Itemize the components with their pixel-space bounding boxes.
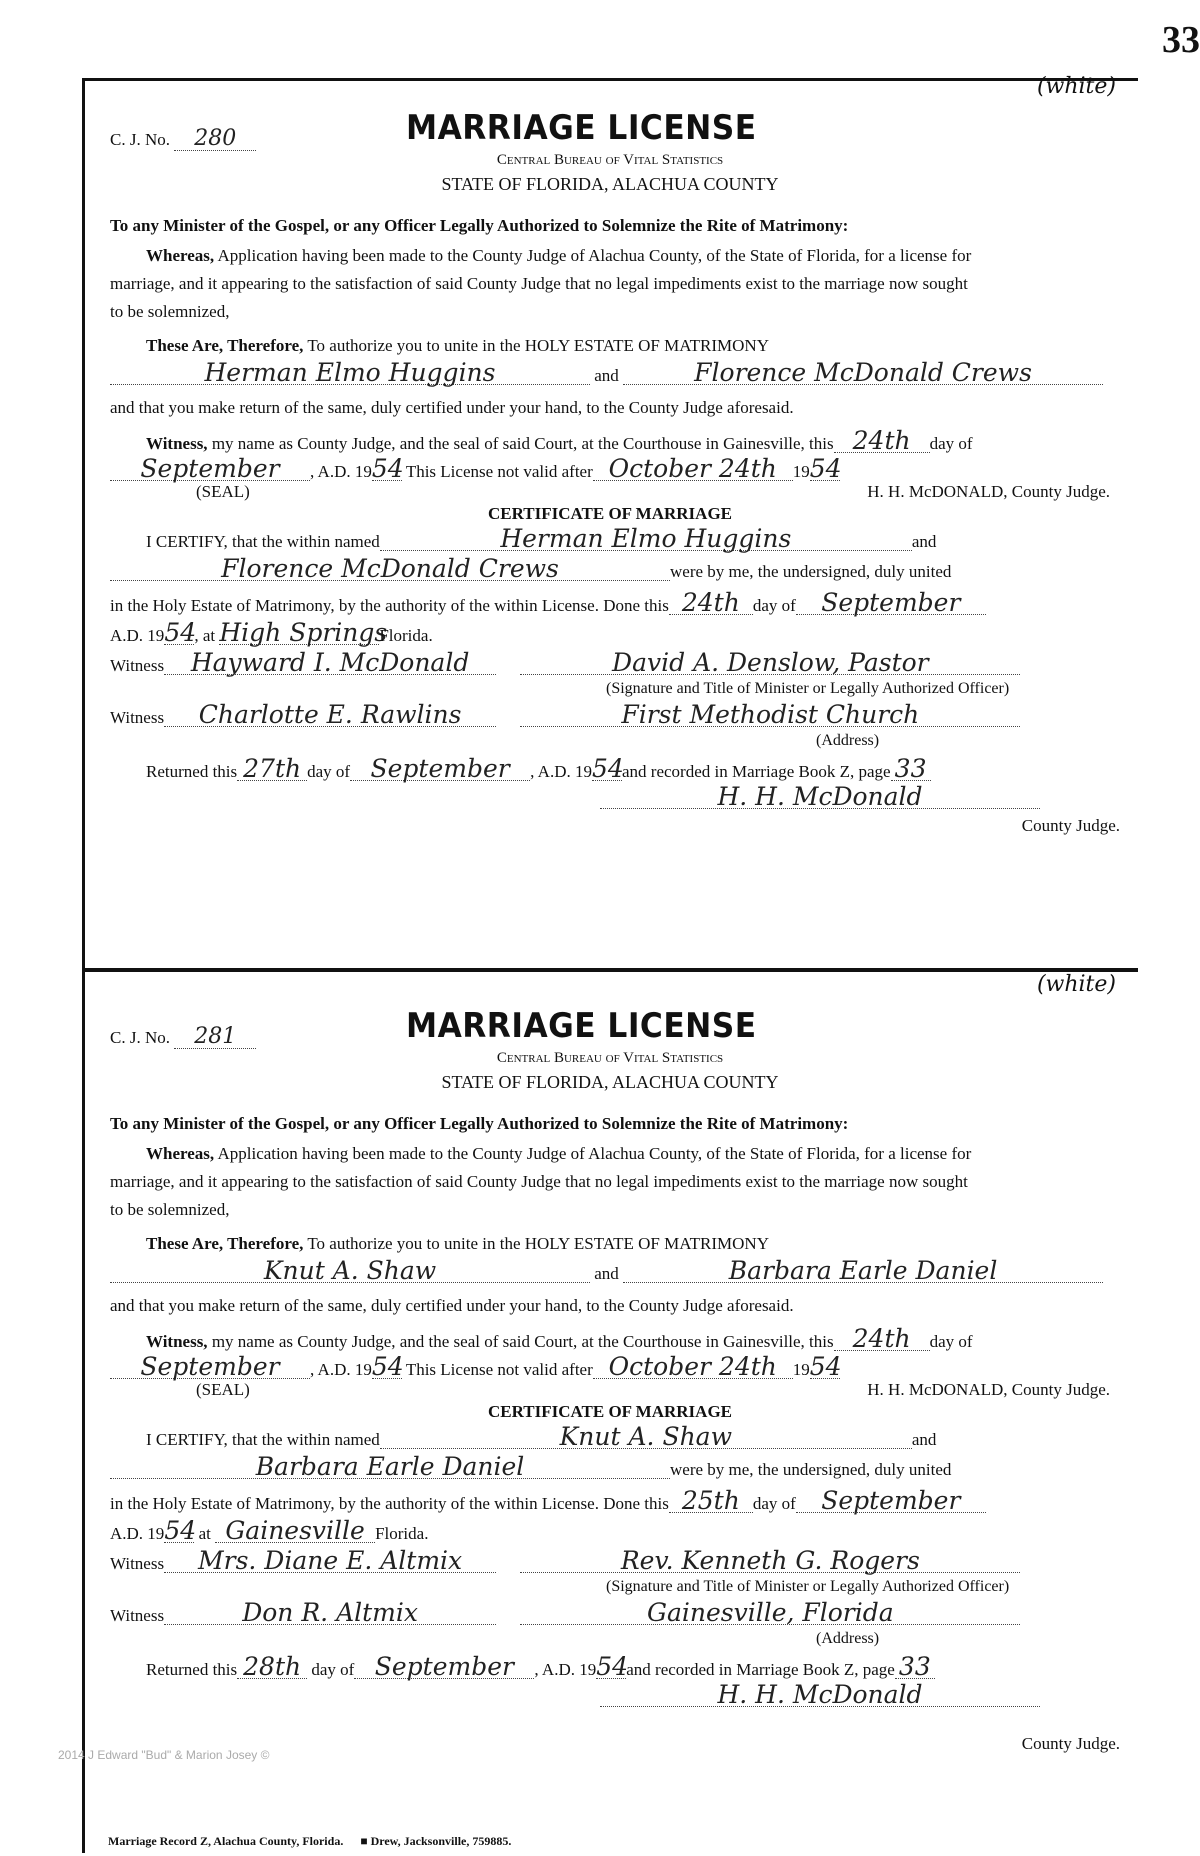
done-day: 25th <box>669 1490 753 1513</box>
bride-name: Barbara Earle Daniel <box>623 1260 1103 1283</box>
issue-month: September <box>110 458 310 481</box>
officiant-address: First Methodist Church <box>520 704 1020 727</box>
couple-line: Herman Elmo Huggins and Florence McDonald Crews <box>110 362 1110 386</box>
judge-title: H. H. McDONALD, County Judge. <box>867 1380 1110 1399</box>
judge-title: H. H. McDONALD, County Judge. <box>867 482 1110 501</box>
issue-year: 54 <box>371 1352 404 1381</box>
place-line: A.D. 1954 at Gainesville Florida. <box>110 1516 429 1545</box>
expiry-date: October 24th <box>593 458 793 481</box>
whereas-line-2: marriage, and it appearing to the satisfaction of said County Judge that no legal impediments exist to the marriage now sought <box>110 274 968 293</box>
race-note: (white) <box>1036 74 1116 99</box>
cert-bride-line: Barbara Earle Daniel were by me, the undersigned, duly united <box>110 1456 1110 1480</box>
witness1-line: Witness Hayward I. McDonald David A. Denslow, Pastor <box>110 652 1110 676</box>
return-line: and that you make return of the same, duly certified under your hand, to the County Judge aforesaid. <box>110 1296 794 1315</box>
county-judge-caption: County Judge. <box>1021 1734 1120 1753</box>
license-title: MARRIAGE LICENSE <box>406 108 757 148</box>
judge-signature-line <box>600 1680 1110 1709</box>
salutation: To any Minister of the Gospel, or any Officer Legally Authorized to Solemnize the Rite of Matrimony: <box>110 216 849 235</box>
officiant: David A. Denslow, Pastor <box>520 652 1020 675</box>
authorize-line: These Are, Therefore, To authorize you to unite in the HOLY ESTATE OF MATRIMONY <box>146 1234 769 1253</box>
whereas-line-1: Whereas, Application having been made to the County Judge of Alachua County, of the State of Florida, for a license for <box>146 246 972 265</box>
cert-groom: Herman Elmo Huggins <box>380 528 912 551</box>
returned-day: 28th <box>237 1656 307 1679</box>
returned-line: Returned this 27th day of September , A.D. 1954and recorded in Marriage Book Z, page 33 <box>146 758 1110 782</box>
book-page: 33 <box>891 758 931 781</box>
done-day: 24th <box>669 592 753 615</box>
groom-name: Knut A. Shaw <box>110 1260 590 1283</box>
done-year: 54 <box>164 618 197 647</box>
race-note: (white) <box>1036 972 1116 997</box>
whereas-line-2: marriage, and it appearing to the satisfaction of said County Judge that no legal impediments exist to the marriage now sought <box>110 1172 968 1191</box>
county-judge-caption: County Judge. <box>1021 816 1120 835</box>
copyright-watermark: 2014 J Edward "Bud" & Marion Josey © <box>58 1748 270 1762</box>
officiant-address: Gainesville, Florida <box>520 1602 1020 1625</box>
cert-bride: Barbara Earle Daniel <box>110 1456 670 1479</box>
certificate-title: CERTIFICATE OF MARRIAGE <box>487 504 733 523</box>
seal-label: (SEAL) <box>196 482 250 501</box>
issue-day: 24th <box>834 1328 930 1351</box>
issue-year: 54 <box>371 454 404 483</box>
cert-bride-line: Florence McDonald Crews were by me, the undersigned, duly united <box>110 558 1110 582</box>
signature-caption: (Signature and Title of Minister or Legally Authorized Officer) <box>606 1578 1010 1595</box>
judge-signature: H. H. McDonald <box>600 1684 1040 1707</box>
return-line: and that you make return of the same, duly certified under your hand, to the County Judge aforesaid. <box>110 398 794 417</box>
cert-groom: Knut A. Shaw <box>380 1426 912 1449</box>
judge-signature: H. H. McDonald <box>600 786 1040 809</box>
state-line: STATE OF FLORIDA, ALACHUA COUNTY <box>441 174 779 194</box>
marriage-place: Gainesville <box>215 1520 375 1543</box>
certify-line: I CERTIFY, that the within named Herman Elmo Huggins and <box>146 524 937 553</box>
authorize-line: These Are, Therefore, To authorize you to unite in the HOLY ESTATE OF MATRIMONY <box>146 336 769 355</box>
witness2-line: Witness Don R. Altmix Gainesville, Florida <box>110 1602 1110 1626</box>
done-line: in the Holy Estate of Matrimony, by the authority of the within License. Done this 24th day of September <box>110 592 1110 616</box>
form-footer: Marriage Record Z, Alachua County, Florida. ■ Drew, Jacksonville, 759885. <box>108 1834 512 1848</box>
witness1-line: Witness Mrs. Diane E. Altmix Rev. Kenneth G. Rogers <box>110 1550 1110 1574</box>
issue-date-line: September , A.D. 1954 This License not valid after October 24th 1954 <box>110 1356 1110 1380</box>
issue-day: 24th <box>834 430 930 453</box>
done-month: September <box>796 592 986 615</box>
done-year: 54 <box>164 1516 197 1545</box>
salutation: To any Minister of the Gospel, or any Officer Legally Authorized to Solemnize the Rite of Matrimony: <box>110 1114 849 1133</box>
marriage-place: High Springs <box>219 618 388 647</box>
cj-number: 280 <box>174 128 256 151</box>
bureau-line: Central Bureau of Vital Statistics <box>496 152 724 168</box>
certify-line: I CERTIFY, that the within named Knut A. Shaw and <box>146 1422 937 1451</box>
returned-day: 27th <box>237 758 307 781</box>
whereas-line-1: Whereas, Application having been made to the County Judge of Alachua County, of the State of Florida, for a license for <box>146 1144 972 1163</box>
license-title: MARRIAGE LICENSE <box>406 1006 757 1046</box>
judge-signature-line <box>600 782 1110 811</box>
returned-month: September <box>354 1656 534 1679</box>
book-page: 33 <box>895 1656 935 1679</box>
groom-name: Herman Elmo Huggins <box>110 362 590 385</box>
address-caption: (Address) <box>816 1630 880 1647</box>
state-line: STATE OF FLORIDA, ALACHUA COUNTY <box>441 1072 779 1092</box>
issue-month: September <box>110 1356 310 1379</box>
address-caption: (Address) <box>816 732 880 749</box>
expiry-year: 54 <box>809 1352 842 1381</box>
returned-month: September <box>350 758 530 781</box>
expiry-date: October 24th <box>593 1356 793 1379</box>
expiry-year: 54 <box>809 454 842 483</box>
whereas-line-3: to be solemnized, <box>110 1200 230 1219</box>
page-number: 33 <box>1162 19 1200 61</box>
done-month: September <box>796 1490 986 1513</box>
issue-date-line: September , A.D. 1954 This License not valid after October 24th 1954 <box>110 458 1110 482</box>
witness2: Don R. Altmix <box>164 1602 496 1625</box>
witness2: Charlotte E. Rawlins <box>164 704 496 727</box>
returned-year: 54 <box>591 754 624 783</box>
cj-number-row: C. J. No. 280 <box>110 128 1110 151</box>
cj-number: 281 <box>174 1026 256 1049</box>
witness1: Mrs. Diane E. Altmix <box>164 1550 496 1573</box>
witness-line: Witness, my name as County Judge, and the seal of said Court, at the Courthouse in Gainesville, this 24th day of <box>146 426 973 455</box>
witness2-line: Witness Charlotte E. Rawlins First Methodist Church <box>110 704 1110 728</box>
seal-label: (SEAL) <box>196 1380 250 1399</box>
bride-name: Florence McDonald Crews <box>623 362 1103 385</box>
returned-line: Returned this 28th day of September , A.D. 1954and recorded in Marriage Book Z, page 33 <box>146 1656 1110 1680</box>
whereas-line-3: to be solemnized, <box>110 302 230 321</box>
officiant: Rev. Kenneth G. Rogers <box>520 1550 1020 1573</box>
couple-line: Knut A. Shaw and Barbara Earle Daniel <box>110 1260 1110 1284</box>
returned-year: 54 <box>596 1652 629 1681</box>
cj-number-row: C. J. No. 281 <box>110 1026 1110 1049</box>
bullet-icon: ■ <box>360 1834 368 1848</box>
place-line: A.D. 1954, at High SpringsFlorida. <box>110 618 433 647</box>
license-separator <box>82 968 1138 972</box>
done-line: in the Holy Estate of Matrimony, by the authority of the within License. Done this 25th day of September <box>110 1490 1110 1514</box>
bureau-line: Central Bureau of Vital Statistics <box>496 1050 724 1066</box>
witness1: Hayward I. McDonald <box>164 652 496 675</box>
witness-line: Witness, my name as County Judge, and the seal of said Court, at the Courthouse in Gainesville, this 24th day of <box>146 1324 973 1353</box>
certificate-title: CERTIFICATE OF MARRIAGE <box>487 1402 733 1421</box>
signature-caption: (Signature and Title of Minister or Legally Authorized Officer) <box>606 680 1010 697</box>
cert-bride: Florence McDonald Crews <box>110 558 670 581</box>
